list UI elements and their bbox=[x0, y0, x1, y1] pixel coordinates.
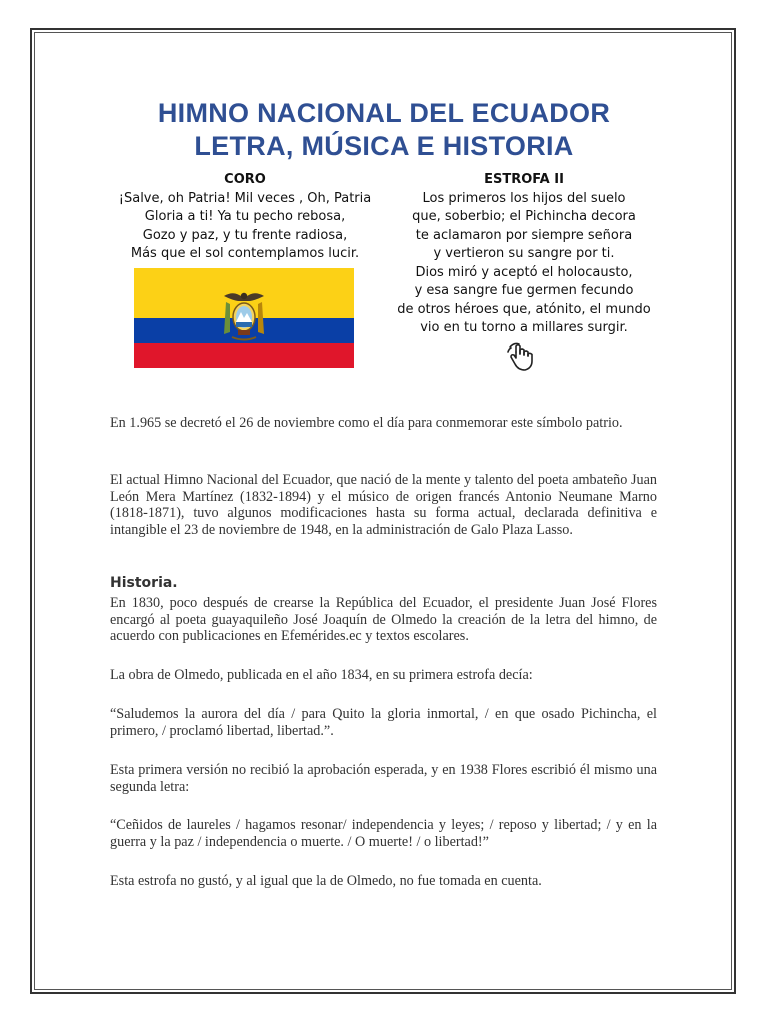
estrofa-line: te aclamaron por siempre señora bbox=[415, 227, 633, 243]
paragraph-olmedo-quote: “Saludemos la aurora del día / para Quito la gloria inmortal, / en que osado Pichincha, el primero, / proclamó libertad, libertad.”. bbox=[110, 706, 657, 739]
paragraph-decreto: En 1.965 se decretó el 26 de noviembre como el día para conmemorar este símbolo patrio. bbox=[110, 415, 623, 431]
coro-block bbox=[110, 171, 380, 264]
historia-heading: Historia. bbox=[110, 575, 178, 591]
hand-click-icon[interactable] bbox=[506, 340, 540, 372]
ecuador-flag-icon bbox=[134, 268, 354, 368]
coat-of-arms-icon bbox=[220, 288, 268, 344]
estrofa-line: Los primeros los hijos del suelo bbox=[422, 190, 626, 206]
estrofa-block bbox=[390, 171, 658, 338]
flag-red-stripe bbox=[134, 343, 354, 368]
estrofa-line: y vertieron su sangre por ti. bbox=[433, 246, 615, 261]
page-title-line-1: HIMNO NACIONAL DEL ECUADOR bbox=[157, 98, 611, 128]
paragraph-flores-quote: “Ceñidos de laureles / hagamos resonar/ independencia y leyes; / reposo y libertad; / y en la guerra y la paz / independencia o muerte. / O muerte! / o libertad!” bbox=[110, 817, 657, 850]
coro-line: Gloria a ti! Ya tu pecho rebosa, bbox=[144, 209, 346, 224]
estrofa-line: vio en tu torno a millares surgir. bbox=[420, 320, 628, 335]
paragraph-segunda-letra: Esta primera versión no recibió la aprobación esperada, y en 1938 Flores escribió él mismo una segunda letra: bbox=[110, 762, 657, 795]
estrofa-line: y esa sangre fue germen fecundo bbox=[414, 283, 634, 298]
estrofa-line: que, soberbio; el Pichincha decora bbox=[412, 209, 636, 224]
coro-line: Más que el sol contemplamos lucir. bbox=[130, 246, 360, 261]
coro-line: ¡Salve, oh Patria! Mil veces , Oh, Patria bbox=[118, 190, 372, 206]
estrofa-line: Dios miró y aceptó el holocausto, bbox=[415, 264, 633, 280]
paragraph-himno-actual: El actual Himno Nacional del Ecuador, que nació de la mente y talento del poeta ambateño Juan León Mera Martínez (1832-1894) y el músico de origen francés Antonio Neumane Marno (1818-1871), tuvo algunos modificaciones hasta su forma actual, declarada definitiva e intangible el 23 de noviembre de 1948, en la administración de Galo Plaza Lasso. bbox=[110, 472, 657, 538]
paragraph-historia-1830: En 1830, poco después de crearse la República del Ecuador, el presidente Juan José Flores encargó al poeta guayaquileño José Joaquín de Olmedo la creación de la letra del himno, de acuerdo con publicaciones en Efemérides.ec y textos escolares. bbox=[110, 595, 657, 644]
paragraph-no-gusto: Esta estrofa no gustó, y al igual que la de Olmedo, no fue tomada en cuenta. bbox=[110, 873, 542, 889]
coro-heading: CORO bbox=[224, 172, 266, 187]
page-title-line-2: LETRA, MÚSICA E HISTORIA bbox=[194, 131, 574, 161]
coro-line: Gozo y paz, y tu frente radiosa, bbox=[142, 227, 348, 243]
estrofa-line: de otros héroes que, atónito, el mundo bbox=[397, 301, 651, 317]
estrofa-heading: ESTROFA II bbox=[484, 172, 564, 187]
paragraph-obra-olmedo: La obra de Olmedo, publicada en el año 1834, en su primera estrofa decía: bbox=[110, 667, 533, 683]
